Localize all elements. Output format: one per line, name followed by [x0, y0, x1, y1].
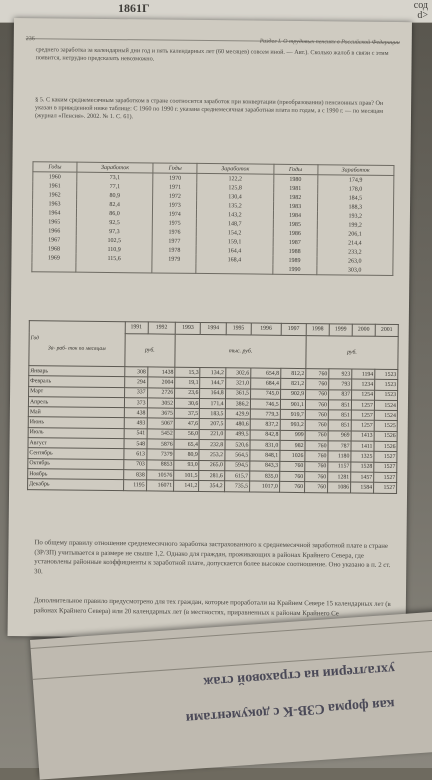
table-cell — [196, 264, 273, 274]
year-header: 1994 — [201, 322, 226, 334]
table-cell: 193,2 — [317, 211, 394, 221]
table-cell: 1017,0 — [249, 481, 279, 492]
table-cell: 923 — [329, 369, 352, 380]
table-cell: 1527 — [374, 472, 397, 483]
table-cell: 30,6 — [174, 398, 199, 409]
table-cell: 93,0 — [174, 460, 199, 471]
table-cell: 1980 — [273, 174, 317, 184]
table-cell: 188,3 — [317, 202, 394, 212]
year-header: 1997 — [281, 323, 306, 335]
table-cell: 1411 — [351, 441, 374, 452]
table-cell: 47,6 — [174, 419, 199, 430]
table-cell: 993,2 — [280, 420, 305, 431]
table-cell: 294 — [124, 377, 147, 388]
month-cell: Май — [28, 407, 124, 418]
table-cell: 1971 — [153, 182, 197, 191]
table-cell: 1195 — [123, 480, 146, 491]
table-cell: 541 — [124, 428, 147, 439]
table-cell: 746,5 — [250, 399, 280, 410]
table-cell: 253,2 — [199, 450, 224, 461]
table-cell: 3052 — [147, 398, 175, 409]
table-cell: 1975 — [153, 218, 197, 227]
year-header: 2001 — [375, 324, 398, 336]
table-cell: 1525 — [374, 421, 397, 432]
table-cell: 499,5 — [225, 430, 250, 441]
table-cell: 837 — [328, 389, 351, 400]
running-header — [25, 36, 400, 47]
table-cell: 1968 — [32, 244, 76, 253]
month-cell: Сентябрь — [28, 448, 124, 459]
running-title: Раздел I. О трудовых пенсиях в Российской Федерации — [259, 38, 400, 47]
table-cell: 183,5 — [200, 409, 225, 420]
table-cell: 812,2 — [280, 368, 305, 379]
table-cell: 1457 — [351, 472, 374, 483]
column-header: Годы — [33, 162, 77, 172]
table-cell: 1180 — [328, 451, 351, 462]
paragraph-additional-rule: Дополнительное правило предусмотрено для тех граждан, которые проработали на Крайнем Севере 15 календарных лет (в районах Крайнего Севера) или 20 календарных лет (в местностях, приравненных к районам Крайнего Се — [33, 597, 391, 617]
month-cell: Ноябрь — [28, 469, 124, 480]
table-cell: 1526 — [374, 441, 397, 452]
unit-label: руб. — [306, 335, 398, 369]
table-cell: 1988 — [273, 247, 317, 256]
table-cell: 337 — [124, 387, 147, 398]
table-cell: 760 — [306, 389, 329, 400]
table-cell: 1983 — [273, 202, 317, 211]
table-cell: 760 — [305, 399, 328, 410]
table-cell: 386,2 — [225, 399, 250, 410]
table-cell: 843,3 — [250, 461, 280, 472]
table-cell: 1982 — [273, 193, 317, 202]
table-cell: 144,7 — [200, 378, 225, 389]
month-cell: Апрель — [28, 397, 124, 408]
table-cell: 969 — [328, 431, 351, 442]
table-cell: 164,8 — [200, 388, 225, 399]
table-cell: 1528 — [351, 462, 374, 473]
corner-earnings-label: За- раб- ток по месяцам — [47, 345, 106, 352]
table-cell: 110,9 — [76, 245, 152, 255]
table-cell: 760 — [305, 441, 328, 452]
table-cell: 1977 — [152, 236, 196, 245]
table-cell — [32, 262, 76, 272]
book-page — [8, 18, 412, 640]
table-cell: 141,2 — [174, 480, 199, 491]
table-cell: 1527 — [374, 452, 397, 463]
table-cell: 80,9 — [77, 191, 153, 201]
unit-label: тыс. руб. — [175, 334, 306, 369]
table-cell: 1325 — [351, 451, 374, 462]
table-cell: 308 — [124, 367, 147, 378]
table-cell: 101,5 — [174, 470, 199, 481]
table-cell: 613 — [123, 449, 146, 460]
table-cell: 1527 — [373, 483, 396, 494]
table-cell: 1973 — [153, 200, 197, 209]
table-cell: 684,4 — [251, 378, 281, 389]
table-cell: 760 — [305, 482, 328, 493]
table-cell: 5452 — [147, 429, 175, 440]
table-cell: 1962 — [33, 190, 77, 199]
table-cell: 760 — [279, 461, 304, 472]
table-cell: 174,9 — [317, 175, 394, 185]
table-cell: 594,5 — [224, 460, 249, 471]
table-cell: 1987 — [273, 238, 317, 247]
year-header: 1992 — [148, 322, 176, 334]
table-cell: 1257 — [351, 410, 374, 421]
table-cell: 184,5 — [317, 193, 394, 203]
table-cell: 56,0 — [174, 429, 199, 440]
table-cell: 999 — [280, 430, 305, 441]
unit-label: руб. — [124, 333, 175, 367]
table-cell: 199,2 — [317, 220, 394, 230]
table-cell: 97,3 — [76, 227, 152, 237]
table-cell: 2004 — [147, 377, 175, 388]
year-header: 1996 — [251, 323, 281, 335]
table-cell: 1523 — [375, 369, 398, 380]
month-cell: Август — [28, 438, 124, 449]
table-cell: 82,4 — [76, 200, 152, 210]
table-cell: 263,0 — [316, 256, 393, 266]
table-cell: 1974 — [153, 209, 197, 218]
table-cell: 233,2 — [317, 247, 394, 257]
table-cell: 178,0 — [317, 184, 394, 194]
column-header: Заработок — [77, 162, 154, 173]
table-cell: 760 — [305, 451, 328, 462]
table-cell: 1964 — [32, 208, 76, 217]
table-cell: 16071 — [146, 480, 174, 491]
column-header: Заработок — [317, 165, 394, 176]
paragraph-general-rule: По общему правилу отношение среднемесячного заработка застрахованного к среднемесячной заработной плате в стране (ЗР/ЗП) учитывается в размере не свыше 1,2. Однако для граждан, проживающих в районах Крайнего Севера, где установлены районные коэффициенты к заработной плате, допускается более высокое соотношение. Оно указано в п. 2 ст. 30. — [34, 539, 391, 575]
table-cell: 1986 — [273, 229, 317, 238]
table-cell: 837,2 — [250, 419, 280, 430]
table-cell: 1990 — [272, 265, 316, 275]
year-header: 1999 — [329, 324, 352, 336]
previous-page-corner-text: сод d> — [413, 0, 428, 21]
table-cell: 7379 — [146, 449, 174, 460]
table-cell: 115,6 — [76, 254, 152, 264]
table-cell: 1961 — [33, 181, 77, 190]
corner-year-label: Год — [30, 335, 39, 342]
table-cell: 1086 — [328, 482, 351, 493]
table-cell: 1985 — [273, 220, 317, 229]
table-cell: 760 — [305, 430, 328, 441]
table-cell: 1970 — [153, 173, 197, 183]
table-cell: 760 — [305, 461, 328, 472]
table-cell: 760 — [279, 482, 304, 493]
table-cell: 1523 — [375, 380, 398, 391]
paragraph-section-5: § 5. С каким среднемесячным заработком в стране соотносится заработок при конвертации (преобразовании) пенсионных прав? Он указан в приведенной ниже таблице: С 1960 по 1990 г. указана среднемесячная заработная плата по годам, а с 1990 г. — по месяцам (журнал «Пенсия». 2002. № 1. С. 61). — [34, 96, 384, 121]
table-cell: 1157 — [328, 461, 351, 472]
month-cell: Март — [29, 386, 125, 397]
table-cell: 851 — [328, 420, 351, 431]
table-cell: 102,5 — [76, 236, 152, 246]
table-cell: 429,9 — [225, 409, 250, 420]
month-cell: Июнь — [28, 417, 124, 428]
table-cell: 154,2 — [196, 228, 272, 238]
table-cell: 1524 — [374, 400, 397, 411]
month-cell: Январь — [29, 366, 125, 377]
table-cell: 1438 — [147, 367, 175, 378]
table-cell: 130,4 — [197, 192, 273, 202]
table-cell: 1984 — [273, 211, 317, 220]
table-cell: 787 — [328, 441, 351, 452]
month-cell: Октябрь — [28, 458, 124, 469]
table-cell: 615,7 — [224, 471, 249, 482]
table-cell: 1254 — [351, 390, 374, 401]
table-cell: 73,1 — [77, 172, 154, 182]
table-cell: 206,1 — [317, 229, 394, 239]
table-cell: 735,5 — [224, 481, 249, 492]
table-cell: 148,7 — [197, 219, 273, 229]
month-cell: Июль — [28, 427, 124, 438]
column-header: Заработок — [197, 163, 274, 174]
table-cell: 77,1 — [77, 182, 153, 192]
table-cell: 135,2 — [197, 201, 273, 211]
table-cell: 125,8 — [197, 183, 273, 193]
month-cell: Февраль — [29, 376, 125, 387]
table-cell: 654,8 — [251, 368, 281, 379]
table-cell: 779,3 — [250, 409, 280, 420]
table-cell: 1584 — [351, 482, 374, 493]
table-cell — [152, 263, 196, 273]
table-cell: 480,6 — [225, 419, 250, 430]
table-cell: 1979 — [152, 254, 196, 263]
table-cell: 361,5 — [225, 388, 250, 399]
table-cell: 10576 — [146, 470, 174, 481]
table-cell: 1257 — [351, 400, 374, 411]
year-header: 1998 — [306, 324, 329, 336]
year-header: 1993 — [175, 322, 200, 334]
table-cell: 760 — [305, 410, 328, 421]
table-cell: 1960 — [33, 172, 77, 182]
table-cell: 221,0 — [199, 429, 224, 440]
table-cell: 919,7 — [280, 409, 305, 420]
table-cell: 1966 — [32, 226, 76, 235]
month-cell: Декабрь — [28, 479, 124, 490]
table-cell: 19,1 — [175, 378, 200, 389]
column-header: Годы — [153, 163, 197, 173]
table-cell: 760 — [306, 369, 329, 380]
table-cell: 1969 — [32, 253, 76, 262]
table-cell: 164,4 — [196, 246, 272, 256]
table-cell: 214,4 — [317, 238, 394, 248]
table-cell: 1981 — [273, 184, 317, 193]
column-header: Годы — [274, 164, 318, 174]
previous-page-fragment: 1861Г — [118, 1, 150, 15]
table-cell: 1194 — [352, 369, 375, 380]
sheet-text-line-1: ухгалтерии на страховой стаж — [202, 660, 396, 689]
table-cell: 1413 — [351, 431, 374, 442]
monthly-earnings-table — [27, 320, 399, 493]
table-cell: 15,3 — [175, 367, 200, 378]
table-cell: 143,2 — [197, 210, 273, 220]
table-cell: 1257 — [351, 421, 374, 432]
table-cell: 134,2 — [200, 367, 225, 378]
table-cell: 1972 — [153, 191, 197, 200]
table-cell: 1526 — [374, 431, 397, 442]
table-cell: 848,1 — [250, 450, 280, 461]
table-cell: 1989 — [273, 256, 317, 265]
table-cell: 842,8 — [250, 430, 280, 441]
table-cell: 793 — [329, 379, 352, 390]
table-cell: 2726 — [147, 388, 175, 399]
table-cell: 851 — [328, 400, 351, 411]
table-cell: 901,1 — [280, 399, 305, 410]
table-cell: 168,4 — [196, 255, 272, 265]
table-cell: 703 — [123, 459, 146, 470]
table-cell: 281,6 — [199, 470, 224, 481]
table-cell: 1965 — [32, 217, 76, 226]
table-cell: 760 — [305, 472, 328, 483]
table-cell: 564,5 — [224, 450, 249, 461]
table-cell: 1978 — [152, 245, 196, 254]
table-cell: 80,9 — [174, 450, 199, 461]
table-cell: 1523 — [374, 390, 397, 401]
table-cell: 821,2 — [280, 379, 305, 390]
table-cell: 23,6 — [175, 388, 200, 399]
table-cell: 520,6 — [225, 440, 250, 451]
table-cell: 838 — [123, 470, 146, 481]
table-cell: 5876 — [147, 439, 175, 450]
table-cell: 159,1 — [196, 237, 272, 247]
table-cell: 831,0 — [250, 440, 280, 451]
year-header: 2000 — [352, 324, 375, 336]
table-cell: 851 — [328, 410, 351, 421]
table-cell: 1281 — [328, 472, 351, 483]
table-cell: 760 — [306, 379, 329, 390]
table-cell: 86,0 — [76, 209, 152, 219]
paragraph-intro: среднего заработка за календарный дни год и пять календарных лет (60 месяцев) совсем иной. — Авт.). Сколько жалоб в связи с этим появится, нетрудно предсказать невозможно. — [35, 46, 389, 63]
table-cell: 902,9 — [280, 389, 305, 400]
table-cell: 122,2 — [197, 173, 274, 183]
table-cell: 5067 — [147, 418, 175, 429]
table-cell: 92,5 — [76, 218, 152, 228]
table-cell: 760 — [305, 420, 328, 431]
page-number: 236 — [25, 36, 35, 43]
table-cell: 438 — [124, 408, 147, 419]
yearly-earnings-table — [31, 161, 394, 276]
table-cell: 207,5 — [200, 419, 225, 430]
table-cell: 321,0 — [225, 378, 250, 389]
table-cell: 37,5 — [174, 408, 199, 419]
year-header: 1995 — [226, 323, 251, 335]
table-cell: 835,0 — [250, 471, 280, 482]
table-cell: 171,4 — [200, 398, 225, 409]
table-cell: 745,0 — [250, 389, 280, 400]
table-cell: 1967 — [32, 235, 76, 244]
sheet-text-line-2: кая форма СЗВ-К с документами — [185, 695, 396, 726]
table-cell: 1026 — [280, 451, 305, 462]
table-cell: 303,0 — [316, 265, 393, 275]
table-cell: 354,2 — [199, 481, 224, 492]
table-cell: 760 — [279, 471, 304, 482]
table-cell: 65,4 — [174, 439, 199, 450]
table-cell: 1963 — [33, 199, 77, 208]
table-cell: 8853 — [146, 460, 174, 471]
table-cell: 3675 — [147, 408, 175, 419]
corner-header — [29, 321, 125, 367]
table-cell: 982 — [280, 440, 305, 451]
table-cell: 1234 — [352, 379, 375, 390]
table-cell: 548 — [124, 439, 147, 450]
year-header: 1991 — [125, 322, 148, 334]
document-sheet-below — [30, 611, 432, 780]
table-cell — [76, 263, 153, 273]
table-cell: 1527 — [374, 462, 397, 473]
table-cell: 232,8 — [199, 440, 224, 451]
table-cell: 1524 — [374, 410, 397, 421]
table-cell: 1976 — [153, 227, 197, 236]
table-cell: 373 — [124, 398, 147, 409]
table-cell: 265,0 — [199, 460, 224, 471]
table-cell: 493 — [124, 418, 147, 429]
table-cell: 302,6 — [225, 368, 250, 379]
